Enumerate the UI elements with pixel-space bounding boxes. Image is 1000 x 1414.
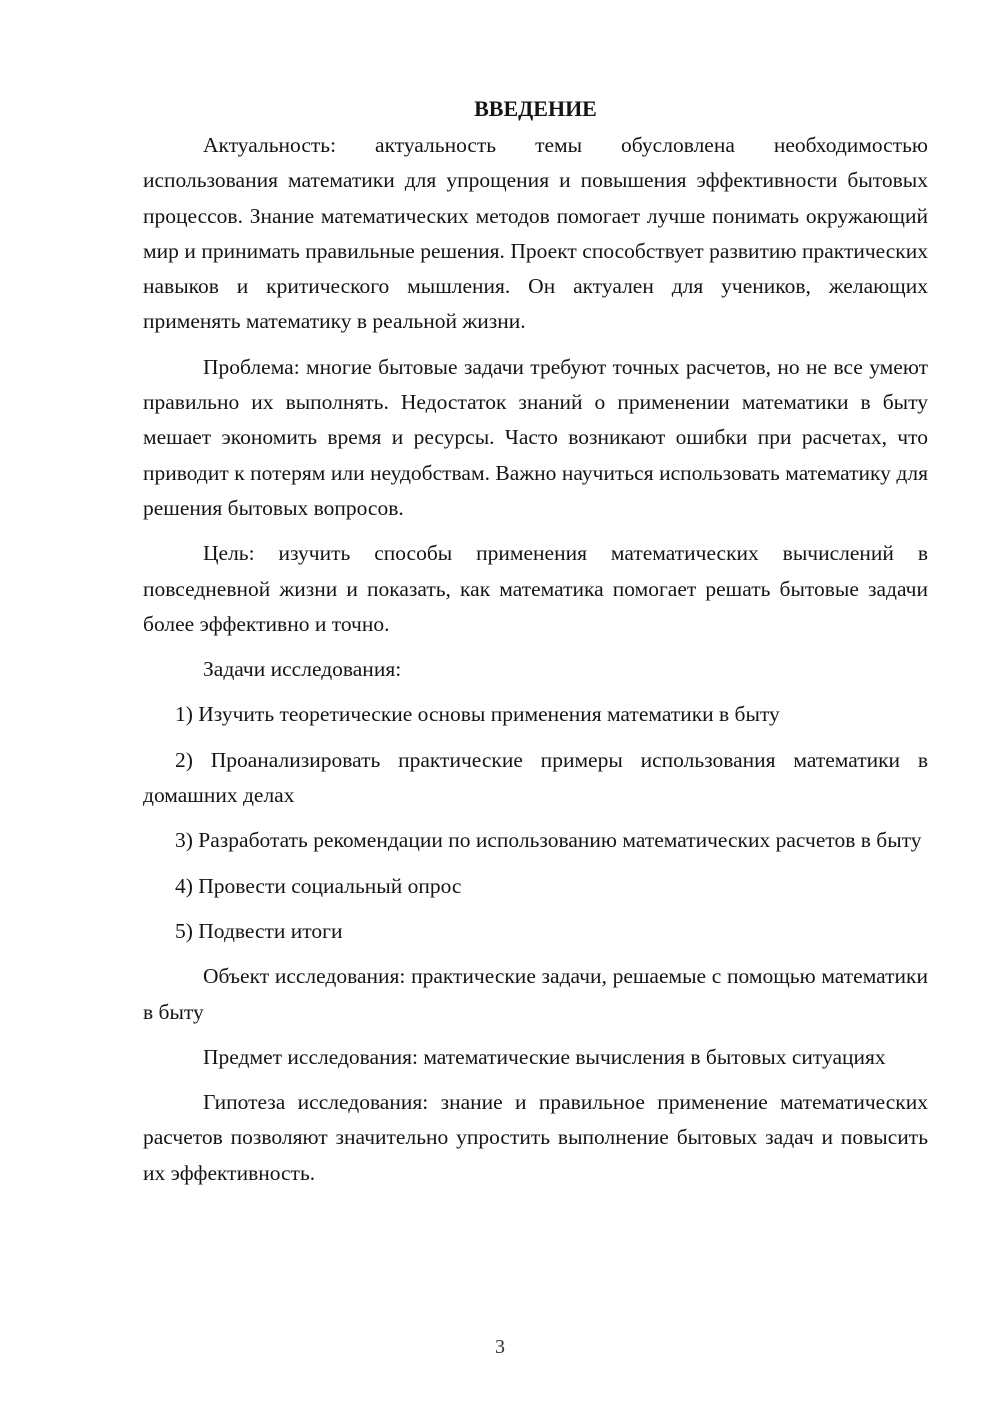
paragraph-relevance: Актуальность: актуальность темы обусловлена необходимостью использования математики для упрощения и повышения эффективности бытовых процессов. Знание математических методов помогает лучше понимать окружающий мир и принимать правильные решения. Проект способствует развитию практических навыков и критического мышления. Он актуален для учеников, желающих применять математику в реальной жизни. [143,133,928,334]
list-item-task-1: 1) Изучить теоретические основы применения математики в быту [175,702,780,727]
paragraph-goal: Цель: изучить способы применения математических вычислений в повседневной жизни и показать, как математика помогает решать бытовые задачи более эффективно и точно. [143,541,928,636]
list-item-task-4: 4) Провести социальный опрос [175,873,462,898]
page-number: 3 [495,1336,505,1358]
paragraph-tasks-heading: Задачи исследования: [203,657,402,682]
list-item-task-3: 3) Разработать рекомендации по использованию математических расчетов в быту [175,828,922,853]
document-title: ВВЕДЕНИЕ [474,96,597,121]
list-item-task-5: 5) Подвести итоги [175,918,343,943]
paragraph-problem: Проблема: многие бытовые задачи требуют точных расчетов, но не все умеют правильно их выполнять. Недостаток знаний о применении математики в быту мешает экономить время и ресурсы. Часто возникают ошибки при расчетах, что приводит к потерям или неудобствам. Важно научиться использовать математику для решения бытовых вопросов. [143,354,928,520]
paragraph-object: Объект исследования: практические задачи, решаемые с помощью математики в быту [143,964,928,1024]
paragraph-hypothesis: Гипотеза исследования: знание и правильное применение математических расчетов позволяют значительно упростить выполнение бытовых задач и повысить их эффективность. [143,1090,928,1185]
paragraph-subject: Предмет исследования: математические вычисления в бытовых ситуациях [203,1044,886,1069]
document-page [143,94,928,1201]
list-item-task-2: 2) Проанализировать практические примеры использования математики в домашних делах [143,747,928,808]
